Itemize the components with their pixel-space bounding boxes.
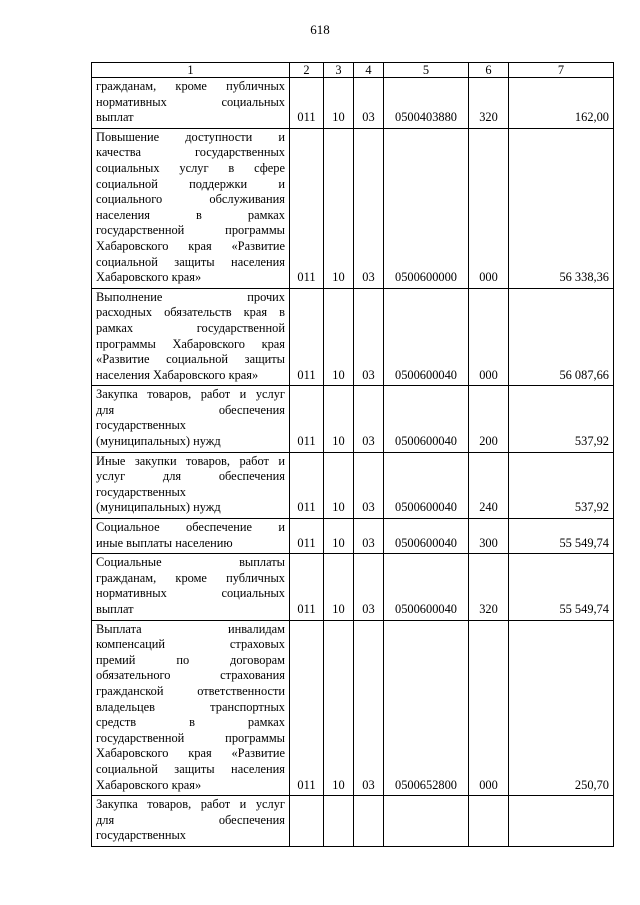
section-cell: 10 xyxy=(324,386,354,452)
row-name-line: качества государственных xyxy=(96,145,285,160)
section-cell: 10 xyxy=(324,519,354,554)
row-name-line: социальной поддержки и xyxy=(96,176,285,191)
column-header: 3 xyxy=(324,63,354,78)
table-row xyxy=(92,796,614,847)
row-name-line: Социальные выплаты xyxy=(96,555,285,570)
amount-cell: 56 087,66 xyxy=(509,288,614,386)
row-name-line: государственных xyxy=(96,828,187,843)
row-name-line: (муниципальных) нужд xyxy=(96,500,221,515)
section-cell: 10 xyxy=(324,78,354,129)
row-name-line: Хабаровского края «Развитие xyxy=(96,238,285,253)
section-cell: 10 xyxy=(324,554,354,620)
row-name-line: Хабаровского края» xyxy=(96,270,202,285)
column-header: 5 xyxy=(384,63,469,78)
column-header: 6 xyxy=(469,63,509,78)
admin-code-cell: 011 xyxy=(290,452,324,518)
target-article-cell: 0500600040 xyxy=(384,386,469,452)
amount-cell: 56 338,36 xyxy=(509,128,614,288)
table-row xyxy=(92,386,614,452)
row-name-line: нормативных социальных xyxy=(96,94,285,109)
subsection-cell: 03 xyxy=(354,386,384,452)
row-name-line: иные выплаты населению xyxy=(96,535,233,550)
row-name-line: Выплата инвалидам xyxy=(96,621,285,636)
budget-table xyxy=(91,62,614,847)
expense-type-cell: 320 xyxy=(469,78,509,129)
row-name-line: «Развитие социальной защиты xyxy=(96,352,285,367)
row-name-cell xyxy=(92,796,290,847)
table-row xyxy=(92,620,614,796)
header-row xyxy=(92,63,614,78)
row-name-line: Хабаровского края «Развитие xyxy=(96,746,285,761)
row-name-line: программы Хабаровского края xyxy=(96,336,285,351)
subsection-cell: 03 xyxy=(354,78,384,129)
amount-cell xyxy=(509,796,614,847)
row-name-line: компенсаций страховых xyxy=(96,637,285,652)
target-article-cell: 0500600040 xyxy=(384,519,469,554)
row-name-line: социальных услуг в сфере xyxy=(96,160,285,175)
expense-type-cell xyxy=(469,796,509,847)
row-name-line: премий по договорам xyxy=(96,652,285,667)
row-name-line: рамках государственной xyxy=(96,320,285,335)
column-header: 7 xyxy=(509,63,614,78)
row-name-line: Закупка товаров, работ и услуг xyxy=(96,387,285,402)
target-article-cell: 0500652800 xyxy=(384,620,469,796)
row-name-cell xyxy=(92,128,290,288)
admin-code-cell: 011 xyxy=(290,620,324,796)
row-name-line: средств в рамках xyxy=(96,715,285,730)
table-row xyxy=(92,519,614,554)
row-name-line: Повышение доступности и xyxy=(96,129,285,144)
row-name-line: услуг для обеспечения xyxy=(96,469,285,484)
row-name-line: Иные закупки товаров, работ и xyxy=(96,453,285,468)
expense-type-cell: 240 xyxy=(469,452,509,518)
expense-type-cell: 000 xyxy=(469,288,509,386)
row-name-line: государственных xyxy=(96,484,187,499)
amount-cell: 55 549,74 xyxy=(509,519,614,554)
row-name-line: Социальное обеспечение и xyxy=(96,520,285,535)
table-row xyxy=(92,128,614,288)
section-cell: 10 xyxy=(324,288,354,386)
target-article-cell: 0500403880 xyxy=(384,78,469,129)
expense-type-cell: 000 xyxy=(469,128,509,288)
subsection-cell: 03 xyxy=(354,620,384,796)
table-row xyxy=(92,554,614,620)
subsection-cell: 03 xyxy=(354,452,384,518)
column-header: 1 xyxy=(92,63,290,78)
table-row xyxy=(92,452,614,518)
row-name-line: государственной программы xyxy=(96,223,285,238)
row-name-cell xyxy=(92,386,290,452)
target-article-cell xyxy=(384,796,469,847)
row-name-line: нормативных социальных xyxy=(96,586,285,601)
row-name-line: гражданам, кроме публичных xyxy=(96,570,285,585)
amount-cell: 250,70 xyxy=(509,620,614,796)
section-cell: 10 xyxy=(324,128,354,288)
expense-type-cell: 000 xyxy=(469,620,509,796)
row-name-line: гражданам, кроме публичных xyxy=(96,79,285,93)
page-number: 618 xyxy=(310,22,330,37)
row-name-line: выплат xyxy=(96,110,134,125)
target-article-cell: 0500600000 xyxy=(384,128,469,288)
admin-code-cell: 011 xyxy=(290,288,324,386)
row-name-cell xyxy=(92,452,290,518)
admin-code-cell xyxy=(290,796,324,847)
row-name-line: социальной защиты населения xyxy=(96,761,285,776)
row-name-line: населения в рамках xyxy=(96,207,285,222)
amount-cell: 537,92 xyxy=(509,386,614,452)
table-row xyxy=(92,288,614,386)
row-name-line: владельцев транспортных xyxy=(96,699,285,714)
row-name-line: социальной защиты населения xyxy=(96,254,285,269)
subsection-cell xyxy=(354,796,384,847)
expense-type-cell: 300 xyxy=(469,519,509,554)
target-article-cell: 0500600040 xyxy=(384,554,469,620)
row-name-line: для обеспечения xyxy=(96,402,285,417)
row-name-line: государственных xyxy=(96,418,187,433)
row-name-line: расходных обязательств края в xyxy=(96,305,285,320)
subsection-cell: 03 xyxy=(354,288,384,386)
column-header: 4 xyxy=(354,63,384,78)
row-name-line: населения Хабаровского края» xyxy=(96,367,259,382)
row-name-line: государственной программы xyxy=(96,730,285,745)
admin-code-cell: 011 xyxy=(290,128,324,288)
section-cell xyxy=(324,796,354,847)
admin-code-cell: 011 xyxy=(290,386,324,452)
amount-cell: 55 549,74 xyxy=(509,554,614,620)
column-header: 2 xyxy=(290,63,324,78)
row-name-cell xyxy=(92,288,290,386)
subsection-cell: 03 xyxy=(354,519,384,554)
row-name-line: Хабаровского края» xyxy=(96,777,202,792)
expense-type-cell: 320 xyxy=(469,554,509,620)
row-name-line: Выполнение прочих xyxy=(96,289,285,304)
row-name-line: (муниципальных) нужд xyxy=(96,434,221,449)
row-name-line: Закупка товаров, работ и услуг xyxy=(96,797,285,812)
row-name-line: обязательного страхования xyxy=(96,668,285,683)
target-article-cell: 0500600040 xyxy=(384,452,469,518)
expense-type-cell: 200 xyxy=(469,386,509,452)
row-name-cell xyxy=(92,620,290,796)
row-name-cell xyxy=(92,78,290,129)
row-name-cell xyxy=(92,519,290,554)
row-name-line: для обеспечения xyxy=(96,812,285,827)
admin-code-cell: 011 xyxy=(290,519,324,554)
target-article-cell: 0500600040 xyxy=(384,288,469,386)
admin-code-cell: 011 xyxy=(290,78,324,129)
row-name-line: выплат xyxy=(96,602,134,616)
section-cell: 10 xyxy=(324,620,354,796)
subsection-cell: 03 xyxy=(354,128,384,288)
section-cell: 10 xyxy=(324,452,354,518)
row-name-cell xyxy=(92,554,290,620)
row-name-line: социального обслуживания xyxy=(96,192,285,207)
admin-code-cell: 011 xyxy=(290,554,324,620)
row-name-line: гражданской ответственности xyxy=(96,683,285,698)
amount-cell: 537,92 xyxy=(509,452,614,518)
table-row xyxy=(92,78,614,129)
amount-cell: 162,00 xyxy=(509,78,614,129)
subsection-cell: 03 xyxy=(354,554,384,620)
